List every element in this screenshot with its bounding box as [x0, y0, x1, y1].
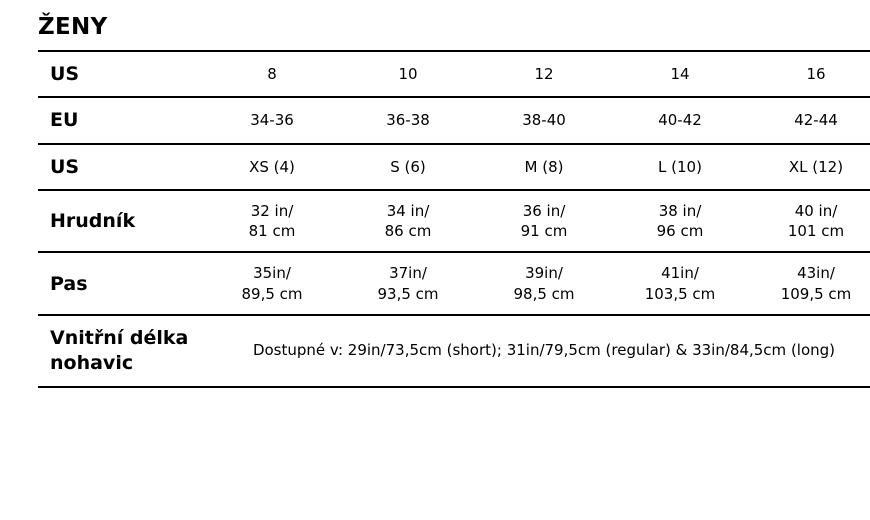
table-cell [204, 51, 340, 97]
cell-line: 96 cm [656, 222, 704, 241]
cell-line: 36 in/ [522, 201, 566, 220]
cell-line: 38 in/ [658, 201, 702, 220]
cell-line: 12 [534, 65, 554, 84]
table-row [38, 97, 870, 143]
cell-line: 86 cm [384, 222, 432, 241]
cell-line: S (6) [390, 157, 426, 176]
table-cell [612, 252, 748, 315]
table-cell [340, 190, 476, 253]
size-table [38, 50, 870, 388]
table-cell [748, 252, 870, 315]
table-cell [204, 144, 340, 190]
table-row [38, 51, 870, 97]
cell-line: 14 [670, 65, 690, 84]
row-label-line: nohavic [50, 352, 134, 375]
cell-line: 43in/ [797, 264, 835, 283]
table-row [38, 144, 870, 190]
row-label: EU [50, 109, 79, 132]
table-cell [340, 144, 476, 190]
cell-line: 32 in/ [250, 201, 294, 220]
page-title: ŽENY [38, 14, 108, 40]
cell-line: 36-38 [386, 111, 430, 130]
table-cell [204, 252, 340, 315]
table-cell [476, 190, 612, 253]
row-label-line: délka [129, 326, 189, 349]
row-label: Pas [50, 272, 88, 295]
table-cell [476, 144, 612, 190]
table-cell [748, 97, 870, 143]
table-cell [204, 190, 340, 253]
table-cell [612, 97, 748, 143]
cell-line: 89,5 cm [241, 284, 303, 303]
size-table-body [38, 51, 870, 387]
table-cell [748, 190, 870, 253]
table-row [38, 252, 870, 315]
row-label-line: Vnitřní [50, 326, 124, 349]
table-cell [340, 252, 476, 315]
cell-line: 91 cm [520, 222, 568, 241]
cell-line: 34-36 [250, 111, 294, 130]
row-label-inseam [38, 315, 204, 387]
cell-line: 93,5 cm [377, 284, 439, 303]
row-label: US [50, 155, 80, 178]
table-cell [476, 51, 612, 97]
cell-line: 98,5 cm [513, 284, 575, 303]
cell-line: 16 [806, 65, 826, 84]
table-cell [748, 51, 870, 97]
table-cell [612, 190, 748, 253]
table-cell [612, 51, 748, 97]
table-cell [340, 97, 476, 143]
table-cell [476, 97, 612, 143]
cell-line: 10 [398, 65, 418, 84]
cell-line: XS (4) [249, 157, 295, 176]
cell-line: L (10) [658, 157, 702, 176]
table-cell [612, 144, 748, 190]
cell-line: 34 in/ [386, 201, 430, 220]
cell-line: 40 in/ [794, 201, 838, 220]
row-label: US [50, 63, 80, 85]
table-row-inseam [38, 315, 870, 387]
cell-line: 41in/ [661, 264, 699, 283]
cell-line: 42-44 [794, 111, 838, 130]
cell-line: 81 cm [248, 222, 296, 241]
cell-line: 101 cm [787, 222, 845, 241]
cell-line: 37in/ [389, 264, 427, 283]
table-cell [204, 97, 340, 143]
cell-line: 35in/ [253, 264, 291, 283]
cell-line: 39in/ [525, 264, 563, 283]
cell-line: 38-40 [522, 111, 566, 130]
cell-line: 109,5 cm [780, 284, 852, 303]
table-cell [748, 144, 870, 190]
table-cell [476, 252, 612, 315]
cell-line: 40-42 [658, 111, 702, 130]
cell-line: XL (12) [788, 157, 844, 176]
inseam-note: Dostupné v: 29in/73,5cm (short); 31in/79,5cm (regular) & 33in/84,5cm (long) [252, 341, 836, 360]
cell-line: 103,5 cm [644, 284, 716, 303]
cell-line: M (8) [524, 157, 564, 176]
table-cell [340, 51, 476, 97]
row-label: Hrudník [50, 210, 136, 233]
cell-line: 8 [267, 65, 277, 84]
table-row [38, 190, 870, 253]
